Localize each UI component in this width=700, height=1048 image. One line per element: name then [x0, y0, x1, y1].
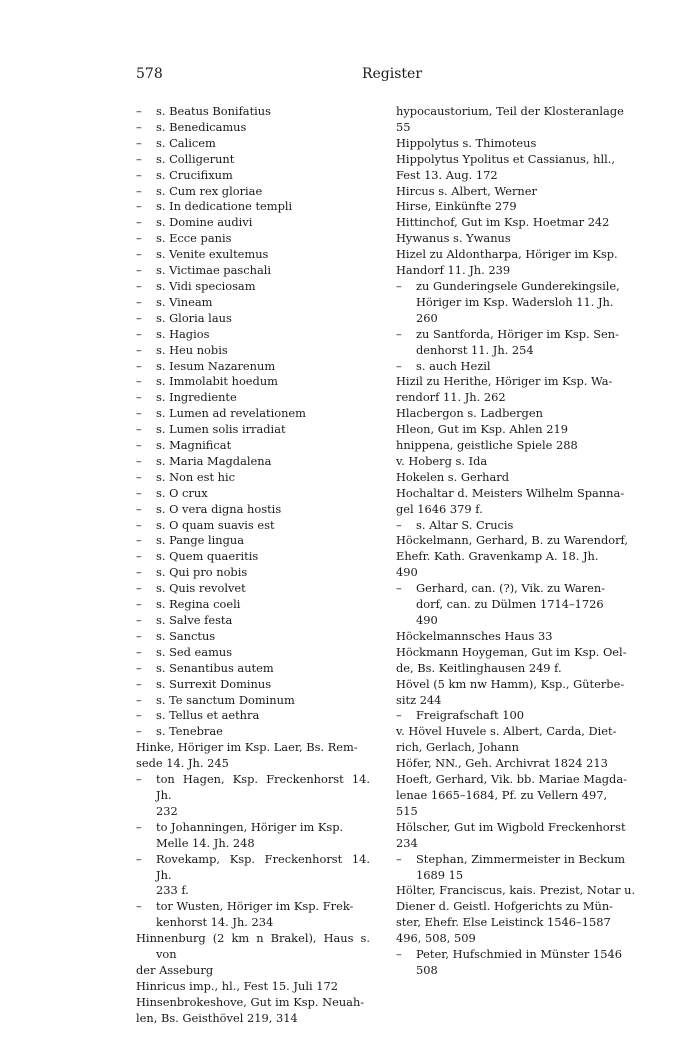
entry-text: s. Sed eamus — [156, 644, 233, 659]
index-entry — [396, 820, 650, 852]
index-subentry — [136, 295, 370, 311]
subentry-dash: – — [136, 485, 142, 500]
index-entry — [396, 152, 650, 184]
entry-line: ton Hagen, Ksp. Freckenhorst 14. Jh. — [156, 772, 370, 802]
entry-line: rendorf 11. Jh. 262 — [396, 390, 506, 405]
subentry-dash: – — [136, 469, 142, 484]
entry-line: Hinke, Höriger im Ksp. Laer, Bs. Rem- — [136, 740, 358, 755]
entry-text: s. Victimae paschali — [156, 263, 272, 278]
subentry-dash: – — [136, 899, 142, 914]
page-header — [136, 66, 648, 86]
subentry-dash: – — [136, 199, 142, 214]
entry-text: s. Sanctus — [156, 628, 216, 643]
entry-line: Hoeft, Gerhard, Vik. bb. Mariae Magda- — [396, 772, 627, 787]
index-subentry — [136, 693, 370, 709]
entry-line: Hizel zu Aldontharpa, Höriger im Ksp. — [396, 247, 618, 262]
entry-line: Hinricus imp., hl., Fest 15. Juli 172 — [136, 978, 338, 993]
index-entry — [396, 199, 650, 215]
entry-line: 232 — [156, 803, 178, 818]
entry-line: 496, 508, 509 — [396, 931, 476, 946]
subentry-dash: – — [136, 263, 142, 278]
entry-line: Hywanus s. Ywanus — [396, 231, 511, 246]
entry-line: 1689 15 — [416, 867, 464, 882]
page-number: 578 — [136, 66, 163, 82]
index-subentry — [136, 327, 370, 343]
index-subentry — [136, 343, 370, 359]
entry-text: s. Lumen solis irradiat — [156, 422, 286, 437]
entry-text: s. Quem quaeritis — [156, 549, 259, 564]
entry-text: s. Salve festa — [156, 613, 233, 627]
index-subentry — [136, 120, 370, 136]
index-subentry — [136, 422, 370, 438]
index-subentry — [396, 581, 650, 629]
entry-line: Hokelen s. Gerhard — [396, 469, 510, 484]
entry-line: v. Hövel Huvele s. Albert, Carda, Diet- — [396, 724, 617, 739]
index-subentry — [396, 947, 650, 979]
entry-line: Hövel (5 km nw Hamm), Ksp., Güterbe- — [396, 676, 625, 691]
subentry-dash: – — [136, 294, 142, 309]
entry-line: Hochaltar d. Meisters Wilhelm Spanna- — [396, 485, 625, 500]
index-subentry — [136, 597, 370, 613]
entry-line: sede 14. Jh. 245 — [136, 756, 229, 771]
subentry-dash: – — [136, 772, 142, 787]
subentry-dash: – — [396, 851, 402, 866]
entry-line: len, Bs. Geisthövel 219, 314 — [136, 1010, 298, 1025]
entry-line: Gerhard, can. (?), Vik. zu Waren- — [416, 581, 606, 596]
index-entry — [396, 215, 650, 231]
entry-text: s. Ecce panis — [156, 231, 232, 246]
entry-line: Höfer, NN., Geh. Archivrat 1824 213 — [396, 756, 608, 771]
entry-line: Höriger im Ksp. Wadersloh 11. Jh. — [416, 294, 614, 309]
index-subentry — [396, 852, 650, 884]
subentry-dash: – — [396, 358, 402, 373]
index-subentry — [396, 327, 650, 359]
index-subentry — [136, 486, 370, 502]
entry-text: s. Cum rex gloriae — [156, 183, 263, 198]
subentry-dash: – — [136, 565, 142, 580]
subentry-dash: – — [396, 947, 402, 962]
entry-text: s. Venite exultemus — [156, 247, 269, 262]
index-subentry — [136, 502, 370, 518]
entry-text: s. Senantibus autem — [156, 660, 274, 675]
entry-line: Hinsenbrokeshove, Gut im Ksp. Neuah- — [136, 994, 365, 1009]
entry-line: 233 f. — [156, 883, 189, 898]
subentry-dash: – — [136, 517, 142, 532]
index-entry — [396, 231, 650, 247]
entry-line: kenhorst 14. Jh. 234 — [156, 915, 274, 930]
index-subentry — [136, 136, 370, 152]
entry-line: Hlacbergon s. Ladbergen — [396, 406, 543, 421]
entry-line: Hleon, Gut im Ksp. Ahlen 219 — [396, 422, 568, 437]
subentry-dash: – — [136, 724, 142, 739]
index-subentry — [396, 279, 650, 327]
subentry-dash: – — [136, 628, 142, 643]
index-subentry — [136, 438, 370, 454]
index-subentry — [136, 613, 370, 629]
index-subentry — [136, 565, 370, 581]
entry-line: 508 — [416, 962, 438, 977]
entry-text: s. Tellus et aethra — [156, 708, 260, 723]
subentry-dash: – — [136, 501, 142, 516]
entry-line: Rovekamp, Ksp. Freckenhorst 14. Jh. — [156, 851, 370, 882]
subentry-dash: – — [136, 613, 142, 627]
subentry-dash: – — [136, 310, 142, 325]
subentry-dash: – — [136, 708, 142, 723]
subentry-dash: – — [136, 819, 142, 834]
entry-line: s. Altar S. Crucis — [416, 517, 514, 532]
index-entry — [396, 645, 650, 677]
entry-line: Hittinchof, Gut im Ksp. Hoetmar 242 — [396, 215, 610, 230]
index-column-right — [396, 104, 650, 979]
entry-text: s. Vidi speciosam — [156, 278, 256, 293]
index-entry — [136, 995, 370, 1027]
entry-line: Stephan, Zimmermeister in Beckum — [416, 851, 626, 866]
index-entry — [396, 184, 650, 200]
entry-text: s. Gloria laus — [156, 310, 232, 325]
subentry-dash: – — [136, 549, 142, 564]
index-subentry — [136, 470, 370, 486]
entry-text: s. Qui pro nobis — [156, 565, 248, 580]
entry-text: s. Beatus Bonifatius — [156, 104, 271, 118]
index-subentry — [136, 247, 370, 263]
index-subentry — [136, 168, 370, 184]
index-subentry — [136, 661, 370, 677]
index-subentry — [136, 645, 370, 661]
subentry-dash: – — [136, 374, 142, 389]
entry-line: Hippolytus s. Thimoteus — [396, 135, 537, 150]
index-subentry — [396, 359, 650, 375]
index-subentry — [136, 263, 370, 279]
entry-line: v. Hoberg s. Ida — [396, 453, 488, 468]
entry-line: sitz 244 — [396, 692, 442, 707]
entry-line: lenae 1665–1684, Pf. zu Vellern 497, — [396, 787, 608, 802]
entry-line: Hölter, Franciscus, kais. Prezist, Notar u. — [396, 883, 636, 898]
subentry-dash: – — [136, 231, 142, 246]
subentry-dash: – — [136, 215, 142, 230]
index-entry — [136, 740, 370, 772]
subentry-dash: – — [136, 183, 142, 198]
index-subentry — [136, 899, 370, 931]
subentry-dash: – — [136, 167, 142, 182]
subentry-dash: – — [136, 581, 142, 596]
entry-line: 234 — [396, 835, 418, 850]
entry-line: s. auch Hezil — [416, 358, 491, 373]
entry-line: Hinnenburg (2 km n Brakel), Haus s. von — [136, 931, 370, 962]
entry-line: denhorst 11. Jh. 254 — [416, 342, 534, 357]
entry-line: tor Wusten, Höriger im Ksp. Frek- — [156, 899, 354, 914]
subentry-dash: – — [136, 119, 142, 134]
index-entry — [396, 104, 650, 136]
entry-text: s. Crucifixum — [156, 167, 233, 182]
subentry-dash: – — [136, 104, 142, 118]
index-entry — [396, 724, 650, 756]
entry-line: zu Santforda, Höriger im Ksp. Sen- — [416, 326, 619, 341]
index-entry — [396, 470, 650, 486]
entry-text: s. Maria Magdalena — [156, 453, 272, 468]
index-subentry — [136, 772, 370, 820]
entry-line: to Johanningen, Höriger im Ksp. — [156, 819, 344, 834]
index-entry — [396, 756, 650, 772]
index-entry — [396, 772, 650, 820]
index-subentry — [136, 852, 370, 900]
subentry-dash: – — [396, 326, 402, 341]
entry-text: s. O crux — [156, 485, 208, 500]
subentry-dash: – — [396, 278, 402, 293]
index-subentry — [136, 231, 370, 247]
entry-text: s. Vineam — [156, 294, 213, 309]
index-subentry — [136, 311, 370, 327]
index-subentry — [136, 677, 370, 693]
index-entry — [396, 374, 650, 406]
subentry-dash: – — [136, 342, 142, 357]
index-subentry — [136, 629, 370, 645]
entry-line: ster, Ehefr. Else Leistinck 1546–1587 — [396, 915, 611, 930]
entry-text: s. Pange lingua — [156, 533, 245, 548]
entry-line: Höckelmann, Gerhard, B. zu Warendorf, — [396, 533, 628, 548]
index-entry — [136, 979, 370, 995]
entry-text: s. Te sanctum Dominum — [156, 692, 295, 707]
entry-text: s. Immolabit hoedum — [156, 374, 278, 389]
index-subentry — [136, 533, 370, 549]
subentry-dash: – — [136, 135, 142, 150]
index-entry — [136, 931, 370, 979]
index-subentry — [136, 581, 370, 597]
entry-line: Hippolytus Ypolitus et Cassianus, hll., — [396, 151, 616, 166]
subentry-dash: – — [136, 422, 142, 437]
entry-line: Hirse, Einkünfte 279 — [396, 199, 517, 214]
index-subentry — [136, 549, 370, 565]
index-subentry — [136, 390, 370, 406]
index-entry — [396, 422, 650, 438]
index-entry — [396, 629, 650, 645]
entry-line: der Asseburg — [136, 962, 214, 977]
subentry-dash: – — [136, 358, 142, 373]
index-entry — [396, 883, 650, 947]
entry-text: s. Ingrediente — [156, 390, 237, 405]
subentry-dash: – — [136, 438, 142, 453]
subentry-dash: – — [396, 517, 402, 532]
entry-line: Hizil zu Herithe, Höriger im Ksp. Wa- — [396, 374, 613, 389]
entry-text: s. Calicem — [156, 135, 216, 150]
subentry-dash: – — [136, 326, 142, 341]
entry-text: s. Quis revolvet — [156, 581, 246, 596]
index-subentry — [136, 708, 370, 724]
index-subentry — [136, 820, 370, 852]
entry-line: dorf, can. zu Dülmen 1714–1726 — [416, 597, 604, 612]
entry-line: rich, Gerlach, Johann — [396, 740, 519, 755]
index-subentry — [136, 454, 370, 470]
entry-line: 260 — [416, 310, 438, 325]
entry-line: de, Bs. Keitlinghausen 249 f. — [396, 660, 562, 675]
entry-line: 490 — [416, 613, 438, 627]
entry-line: Höckmann Hoygeman, Gut im Ksp. Oel- — [396, 644, 627, 659]
subentry-dash: – — [136, 851, 142, 866]
entry-line: Hircus s. Albert, Werner — [396, 183, 537, 198]
subentry-dash: – — [136, 278, 142, 293]
subentry-dash: – — [136, 692, 142, 707]
index-subentry — [136, 518, 370, 534]
subentry-dash: – — [136, 151, 142, 166]
index-entry — [396, 454, 650, 470]
subentry-dash: – — [136, 676, 142, 691]
index-subentry — [136, 184, 370, 200]
subentry-dash: – — [136, 453, 142, 468]
entry-line: hypocaustorium, Teil der Klosteranlage — [396, 104, 624, 118]
entry-line: Peter, Hufschmied in Münster 1546 — [416, 947, 622, 962]
subentry-dash: – — [136, 247, 142, 262]
index-entry — [396, 247, 650, 279]
entry-text: s. Hagios — [156, 326, 210, 341]
entry-line: gel 1646 379 f. — [396, 501, 483, 516]
entry-line: Diener d. Geistl. Hofgerichts zu Mün- — [396, 899, 614, 914]
running-title: Register — [361, 66, 423, 82]
index-entry — [396, 438, 650, 454]
entry-text: s. Iesum Nazarenum — [156, 358, 276, 373]
index-subentry — [136, 215, 370, 231]
index-subentry — [136, 199, 370, 215]
index-subentry — [136, 152, 370, 168]
entry-line: 490 — [396, 565, 418, 580]
index-entry — [396, 677, 650, 709]
index-subentry — [136, 724, 370, 740]
entry-text: s. O quam suavis est — [156, 517, 275, 532]
entry-text: s. Surrexit Dominus — [156, 676, 272, 691]
entry-text: s. Colligerunt — [156, 151, 235, 166]
entry-text: s. Benedicamus — [156, 119, 247, 134]
entry-text: s. Heu nobis — [156, 342, 228, 357]
entry-text: s. Regina coeli — [156, 597, 241, 612]
subentry-dash: – — [396, 708, 402, 723]
index-entry — [396, 486, 650, 518]
subentry-dash: – — [136, 390, 142, 405]
index-subentry — [136, 279, 370, 295]
entry-text: s. Domine audivi — [156, 215, 253, 230]
entry-line: 55 — [396, 119, 411, 134]
entry-line: Freigrafschaft 100 — [416, 708, 524, 723]
index-column-left — [136, 104, 370, 1027]
entry-line: hnippena, geistliche Spiele 288 — [396, 438, 578, 453]
subentry-dash: – — [136, 533, 142, 548]
entry-line: 515 — [396, 803, 418, 818]
index-subentry — [136, 359, 370, 375]
index-subentry — [396, 518, 650, 534]
entry-text: s. Magnificat — [156, 438, 232, 453]
subentry-dash: – — [136, 644, 142, 659]
entry-line: zu Gunderingsele Gunderekingsile, — [416, 278, 620, 293]
entry-line: Ehefr. Kath. Gravenkamp A. 18. Jh. — [396, 549, 599, 564]
index-subentry — [136, 406, 370, 422]
index-subentry — [396, 708, 650, 724]
subentry-dash: – — [136, 406, 142, 421]
entry-line: Handorf 11. Jh. 239 — [396, 263, 511, 278]
subentry-dash: – — [396, 581, 402, 596]
entry-text: s. Tenebrae — [156, 724, 223, 739]
index-subentry — [136, 104, 370, 120]
subentry-dash: – — [136, 660, 142, 675]
entry-text: s. Lumen ad revelationem — [156, 406, 306, 421]
index-entry — [396, 406, 650, 422]
index-entry — [396, 136, 650, 152]
entry-text: s. In dedicatione templi — [156, 199, 293, 214]
entry-line: Melle 14. Jh. 248 — [156, 835, 255, 850]
index-entry — [396, 533, 650, 581]
entry-line: Höckelmannsches Haus 33 — [396, 628, 553, 643]
entry-line: Fest 13. Aug. 172 — [396, 167, 498, 182]
subentry-dash: – — [136, 597, 142, 612]
entry-text: s. Non est hic — [156, 469, 236, 484]
entry-line: Hölscher, Gut im Wigbold Freckenhorst — [396, 819, 626, 834]
entry-text: s. O vera digna hostis — [156, 501, 282, 516]
index-subentry — [136, 374, 370, 390]
